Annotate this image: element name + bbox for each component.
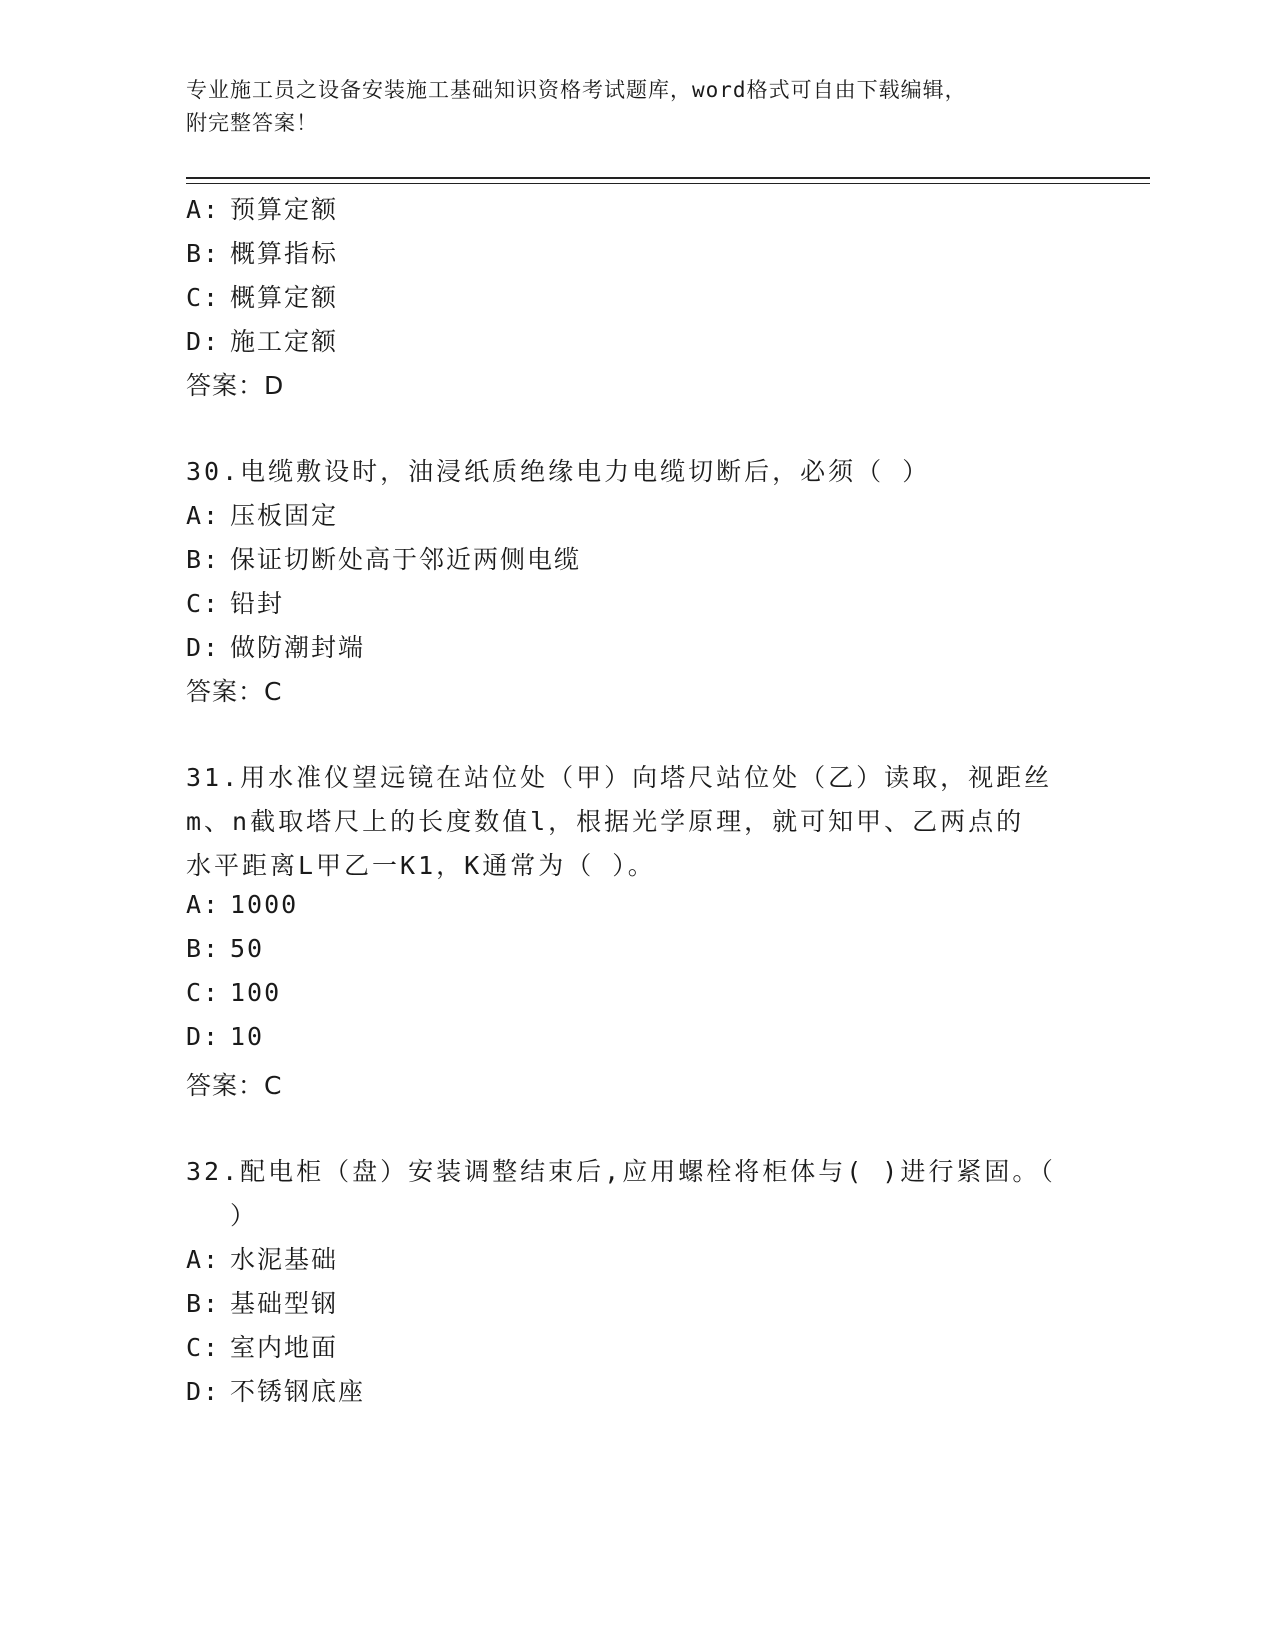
option-d <box>186 628 365 664</box>
question-31-text-line-1: 31.用水准仪望远镜在站位处（甲）向塔尺站位处（乙）读取，视距丝 <box>186 763 1053 792</box>
option-text: 基础型钢 <box>230 1289 339 1318</box>
question-32-text-line-2: ） <box>230 1201 259 1230</box>
option-text: 施工定额 <box>230 327 339 356</box>
option-letter: B: <box>186 239 221 268</box>
option-letter: A: <box>186 195 221 224</box>
option-letter: B: <box>186 934 221 963</box>
question-31-text-line-2: m、n截取塔尺上的长度数值l，根据光学原理，就可知甲、乙两点的 <box>186 807 1025 836</box>
option-letter: C: <box>186 283 221 312</box>
option-text: 10 <box>230 1022 265 1051</box>
option-letter: D: <box>186 1377 221 1406</box>
option-letter: C: <box>186 978 221 1007</box>
header-title-line-1: 专业施工员之设备安装施工基础知识资格考试题库，word格式可自由下载编辑， <box>186 78 967 102</box>
answer-line: 答案：D <box>186 371 285 400</box>
option-b <box>186 540 581 576</box>
option-text: 100 <box>230 978 282 1007</box>
option-letter: D: <box>186 633 221 662</box>
option-text: 不锈钢底座 <box>230 1377 366 1406</box>
option-text: 概算定额 <box>230 283 339 312</box>
option-text: 概算指标 <box>230 239 339 268</box>
option-letter: C: <box>186 589 221 618</box>
option-b <box>186 1284 338 1320</box>
option-text: 压板固定 <box>230 501 339 530</box>
option-text: 50 <box>230 934 265 963</box>
question-30-text: 30.电缆敷设时，油浸纸质绝缘电力电缆切断后，必须（ ） <box>186 457 931 486</box>
option-text: 铅封 <box>230 589 285 618</box>
option-c <box>186 584 284 620</box>
answer-line: 答案：C <box>186 1071 283 1100</box>
option-b <box>186 934 264 963</box>
header-title-line-2: 附完整答案！ <box>186 111 318 135</box>
option-c <box>186 978 281 1007</box>
option-c <box>186 278 338 314</box>
option-a <box>186 190 338 226</box>
option-a <box>186 496 338 532</box>
option-letter: A: <box>186 1245 221 1274</box>
option-a <box>186 890 298 919</box>
document-header <box>186 74 1066 140</box>
option-letter: A: <box>186 890 221 919</box>
option-letter: D: <box>186 1022 221 1051</box>
option-d <box>186 322 338 358</box>
option-a <box>186 1240 338 1276</box>
option-b <box>186 234 338 270</box>
option-text: 室内地面 <box>230 1333 339 1362</box>
option-c <box>186 1328 338 1364</box>
option-text: 水泥基础 <box>230 1245 339 1274</box>
option-text: 做防潮封端 <box>230 633 366 662</box>
option-letter: C: <box>186 1333 221 1362</box>
option-text: 1000 <box>230 890 299 919</box>
option-text: 预算定额 <box>230 195 339 224</box>
option-letter: B: <box>186 545 221 574</box>
option-d <box>186 1372 365 1408</box>
header-divider-thick <box>186 177 1150 179</box>
header-divider-thin <box>186 183 1150 184</box>
option-letter: B: <box>186 1289 221 1318</box>
option-letter: A: <box>186 501 221 530</box>
option-text: 保证切断处高于邻近两侧电缆 <box>230 545 582 574</box>
question-31-text-line-3: 水平距离L甲乙一K1，K通常为（ ）。 <box>186 851 656 880</box>
answer-line: 答案：C <box>186 677 283 706</box>
question-32-text-line-1: 32.配电柜（盘）安装调整结束后,应用螺栓将柜体与( )进行紧固。（ <box>186 1157 1056 1186</box>
option-letter: D: <box>186 327 221 356</box>
option-d <box>186 1022 264 1051</box>
